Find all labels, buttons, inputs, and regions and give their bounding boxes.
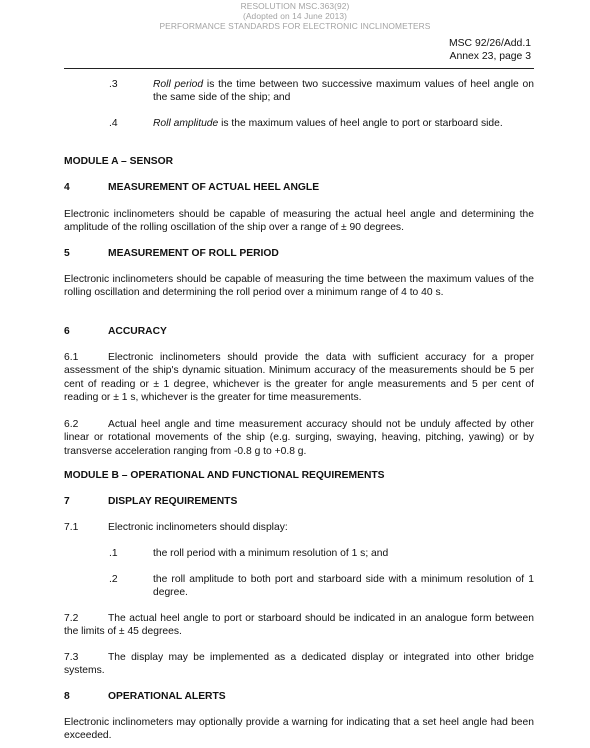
paragraph-number: 7.1 xyxy=(64,522,79,533)
paragraph-text: The display may be implemented as a dedicated display or integrated into other bridge systems. xyxy=(64,652,534,677)
item-text: the roll amplitude to both port and starboard side with a minimum resolution of 1 degree. xyxy=(153,574,534,599)
resolution-title: RESOLUTION MSC.363(92) xyxy=(240,1,350,11)
section-5-body: Electronic inclinometers should be capable of measuring the time between the maximum values of the rolling oscillation and determining the roll period over a minimum range of 4 to 40 s. xyxy=(64,274,534,299)
item-term: Roll amplitude xyxy=(153,118,219,129)
section-title: OPERATIONAL ALERTS xyxy=(108,691,226,702)
section-number: 6 xyxy=(64,326,70,337)
item-definition: is the time between two successive maximum values of heel angle on the same side of the ship; and xyxy=(153,79,534,104)
list-item xyxy=(109,117,534,130)
section-number: 5 xyxy=(64,248,70,259)
header-rule xyxy=(64,68,534,69)
paragraph-number: 7.3 xyxy=(64,652,79,663)
paragraph-number: 6.1 xyxy=(64,352,79,363)
paragraph-text: Electronic inclinometers should provide the data with sufficient accuracy for a proper assessment of the ship's dynamic situation. Minimum accuracy of the measurements should be 5 per cent of reading or ± 1 degree, whichever is the greater for angle measurements and 5 per cent of reading or ± 1 s, whichever is the greater for time measurements. xyxy=(64,352,534,403)
list-item xyxy=(109,78,534,105)
section-title: MEASUREMENT OF ACTUAL HEEL ANGLE xyxy=(108,182,320,193)
section-4-body: Electronic inclinometers should be capable of measuring the actual heel angle and determining the amplitude of the rolling oscillation of the ship over a range of ± 90 degrees. xyxy=(64,209,534,234)
item-number: .2 xyxy=(109,574,118,585)
list-item xyxy=(109,573,534,600)
annex-page-reference: Annex 23, page 3 xyxy=(449,51,531,62)
item-number: .1 xyxy=(109,548,118,559)
section-number: 8 xyxy=(64,691,70,702)
document-reference: MSC 92/26/Add.1 xyxy=(448,38,531,49)
item-number: .4 xyxy=(109,118,118,129)
paragraph-number: 6.2 xyxy=(64,419,79,430)
item-text xyxy=(153,117,534,130)
item-text: the roll period with a minimum resolution of 1 s; and xyxy=(153,548,389,559)
item-term: Roll period xyxy=(153,79,204,90)
paragraph-7-3 xyxy=(64,651,534,678)
module-b-heading: MODULE B – OPERATIONAL AND FUNCTIONAL REQUIREMENTS xyxy=(64,470,385,481)
paragraph-text: The actual heel angle to port or starboard should be indicated in an analogue form between the limits of ± 45 degrees. xyxy=(64,613,534,638)
paragraph-6-1 xyxy=(64,351,534,404)
section-title: ACCURACY xyxy=(108,326,167,337)
paragraph-number: 7.2 xyxy=(64,613,79,624)
item-definition: is the maximum values of heel angle to port or starboard side. xyxy=(218,118,503,129)
section-number: 7 xyxy=(64,496,70,507)
paragraph-7-2 xyxy=(64,612,534,639)
section-number: 4 xyxy=(64,182,70,193)
document-subject: PERFORMANCE STANDARDS FOR ELECTRONIC INCLINOMETERS xyxy=(159,21,431,31)
item-text xyxy=(153,78,534,105)
paragraph-text: Actual heel angle and time measurement accuracy should not be unduly affected by other linear or rotational movements of the ship (e.g. surging, swaying, heaving, pitching, yawing) or by transverse acceleration ranging from -0.8 g to +0.8 g. xyxy=(64,419,534,457)
list-item xyxy=(109,547,534,560)
section-8-body: Electronic inclinometers may optionally provide a warning for indicating that a set heel angle had been exceeded. xyxy=(64,717,534,742)
adoption-date: (Adopted on 14 June 2013) xyxy=(242,11,347,21)
section-title: MEASUREMENT OF ROLL PERIOD xyxy=(108,248,279,259)
module-a-heading: MODULE A – SENSOR xyxy=(64,156,174,167)
item-number: .3 xyxy=(109,79,118,90)
paragraph-text: Electronic inclinometers should display: xyxy=(108,522,288,533)
section-title: DISPLAY REQUIREMENTS xyxy=(108,496,238,507)
paragraph-6-2 xyxy=(64,418,534,458)
